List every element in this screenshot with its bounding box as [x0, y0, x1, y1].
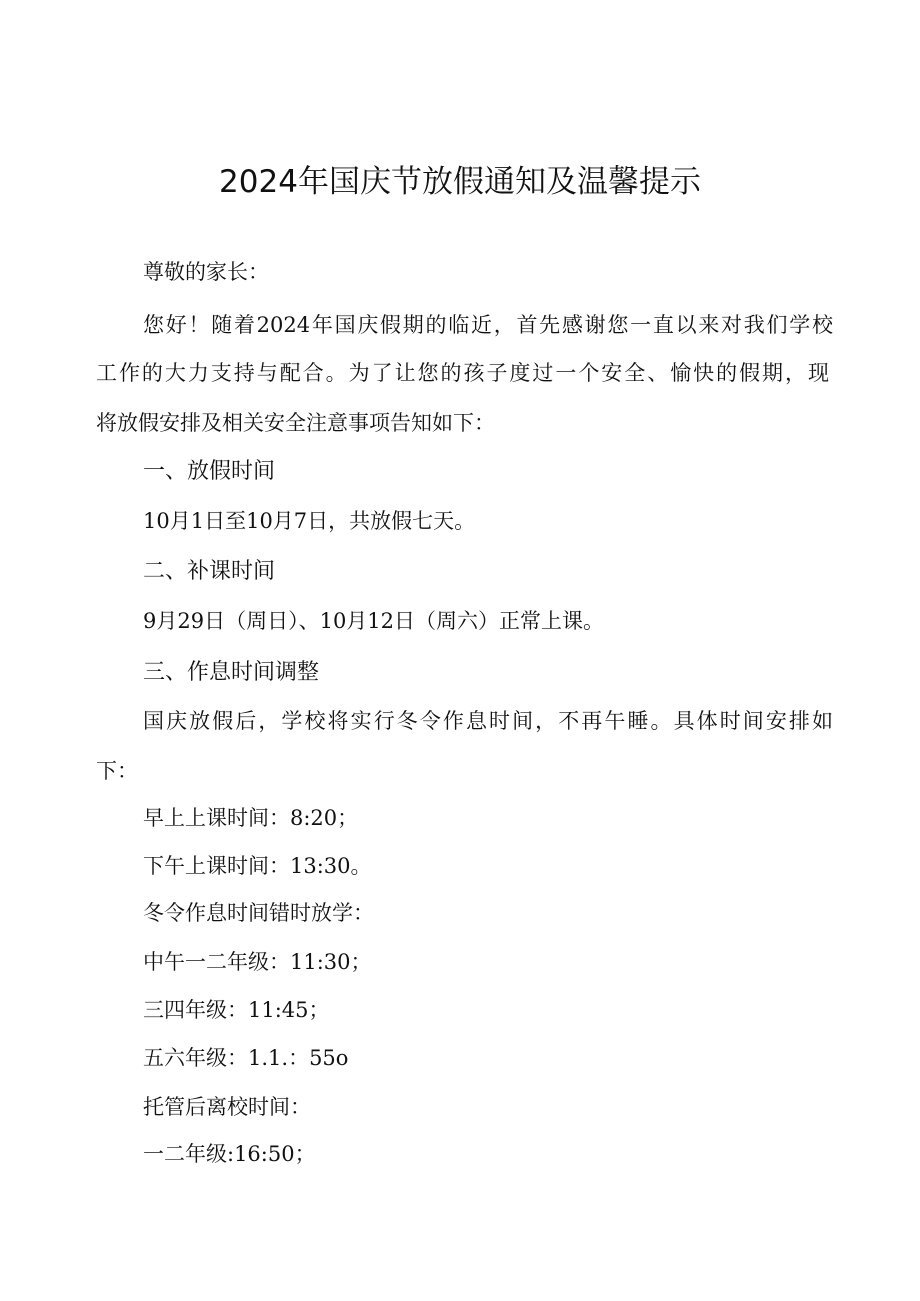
schedule-item: 早上上课时间：8:20；	[143, 806, 359, 830]
section3-intro-line-2: 下：	[96, 759, 138, 783]
section1-text: 10月1日至10月7日，共放假七天。	[143, 509, 476, 533]
salutation: 尊敬的家长：	[143, 260, 269, 284]
schedule-item: 中午一二年级：11:30；	[143, 950, 372, 974]
section3-intro-line-1: 国庆放假后，学校将实行冬令作息时间，不再午睡。具体时间安排如	[143, 709, 833, 733]
section2-text: 9月29日（周日）、10月12日（周六）正常上课。	[143, 609, 605, 633]
schedule-item: 五六年级：1.1.：55o	[143, 1046, 349, 1070]
intro-line-2: 工作的大力支持与配合。为了让您的孩子度过一个安全、愉快的假期，现	[96, 361, 829, 385]
section3-heading: 三、作息时间调整	[143, 660, 320, 685]
schedule-item: 三四年级：11:45；	[143, 998, 330, 1022]
schedule-item: 下午上课时间：13:30。	[143, 854, 372, 878]
document-title: 2024年国庆节放假通知及温馨提示	[219, 164, 701, 200]
schedule-item: 一二年级:16:50；	[143, 1142, 316, 1166]
intro-line-1: 您好！随着2024年国庆假期的临近，首先感谢您一直以来对我们学校	[143, 313, 833, 337]
schedule-item: 冬令作息时间错时放学：	[143, 901, 374, 925]
intro-line-3: 将放假安排及相关安全注意事项告知如下：	[96, 411, 495, 435]
schedule-item: 托管后离校时间：	[143, 1095, 311, 1119]
section1-heading: 一、放假时间	[143, 459, 276, 484]
section2-heading: 二、补课时间	[143, 559, 276, 584]
